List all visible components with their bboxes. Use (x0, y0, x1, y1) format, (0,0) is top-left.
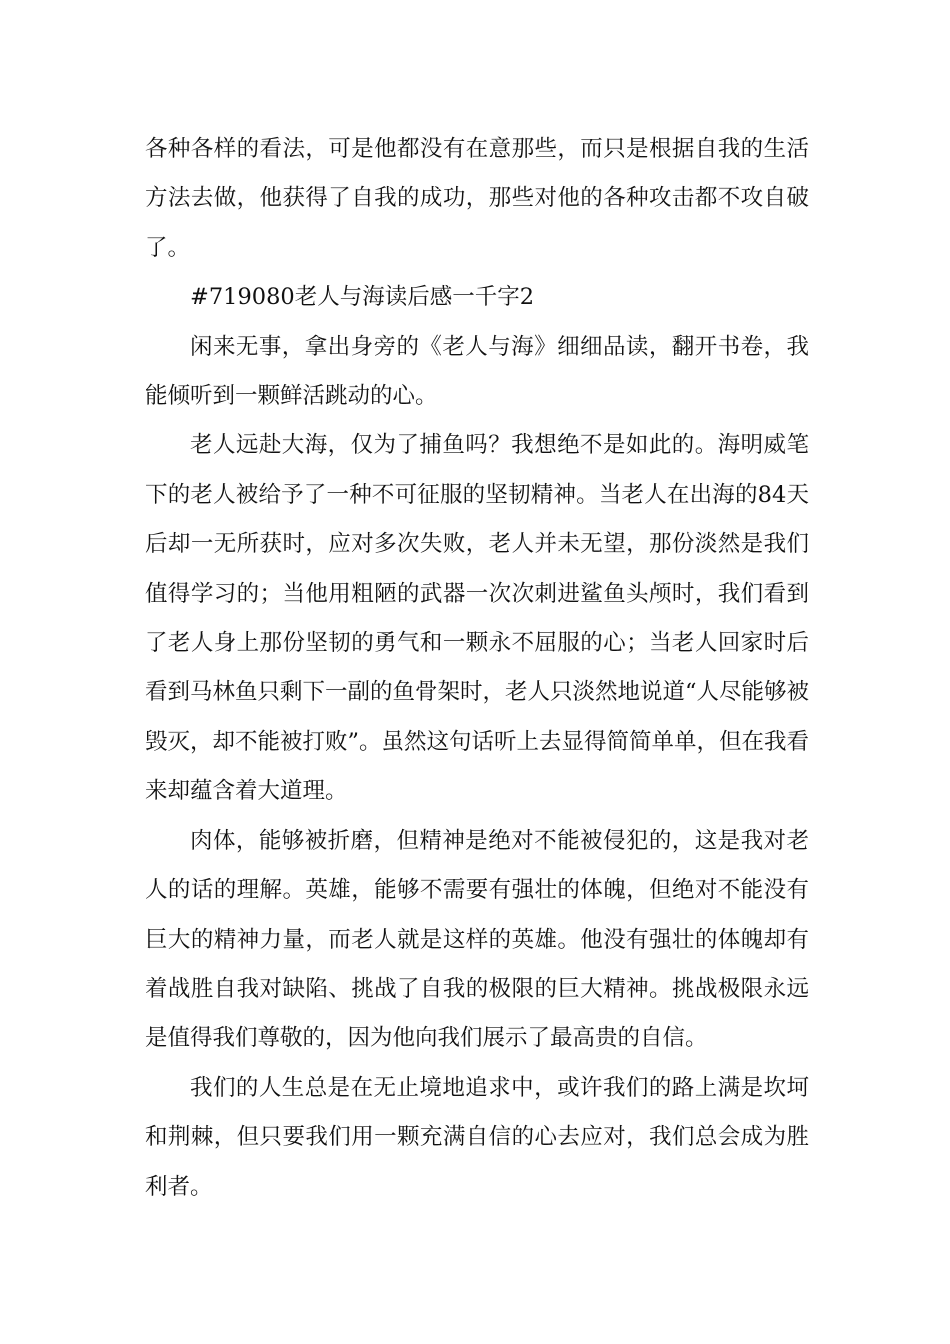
paragraph: 老人远赴大海，仅为了捕鱼吗？我想绝不是如此的。海明威笔下的老人被给予了一种不可征服的坚韧精神。当老人在出海的84天后却一无所获时，应对多次失败，老人并未无望，那份淡然是我们值得学习的；当他用粗陋的武器一次次刺进鲨鱼头颅时，我们看到了老人身上那份坚韧的勇气和一颗永不屈服的心；当老人回家时后看到马林鱼只剩下一副的鱼骨架时，老人只淡然地说道“人尽能够被毁灭，却不能被打败”。虽然这句话听上去显得简简单单，但在我看来却蕴含着大道理。 (145, 432, 810, 805)
paragraph: 我们的人生总是在无止境地追求中，或许我们的路上满是坎坷和荆棘，但只要我们用一颗充满自信的心去应对，我们总会成为胜利者。 (145, 1074, 809, 1200)
paragraph-continuation: 各种各样的看法，可是他都没有在意那些，而只是根据自我的生活方法去做，他获得了自我的成功，那些对他的各种攻击都不攻自破了。 (145, 136, 809, 261)
document-body (145, 125, 809, 1212)
section-heading: #719080老人与海读后感一千字2 (190, 284, 535, 311)
paragraph: 肉体，能够被折磨，但精神是绝对不能被侵犯的，这是我对老人的话的理解。英雄，能够不需要有强壮的体魄，但绝对不能没有巨大的精神力量，而老人就是这样的英雄。他没有强壮的体魄却有着战胜自我对缺陷、挑战了自我的极限的巨大精神。挑战极限永远是值得我们尊敬的，因为他向我们展示了最高贵的自信。 (145, 827, 809, 1052)
paragraph: 闲来无事，拿出身旁的《老人与海》细细品读，翻开书卷，我能倾听到一颗鲜活跳动的心。 (145, 333, 809, 410)
